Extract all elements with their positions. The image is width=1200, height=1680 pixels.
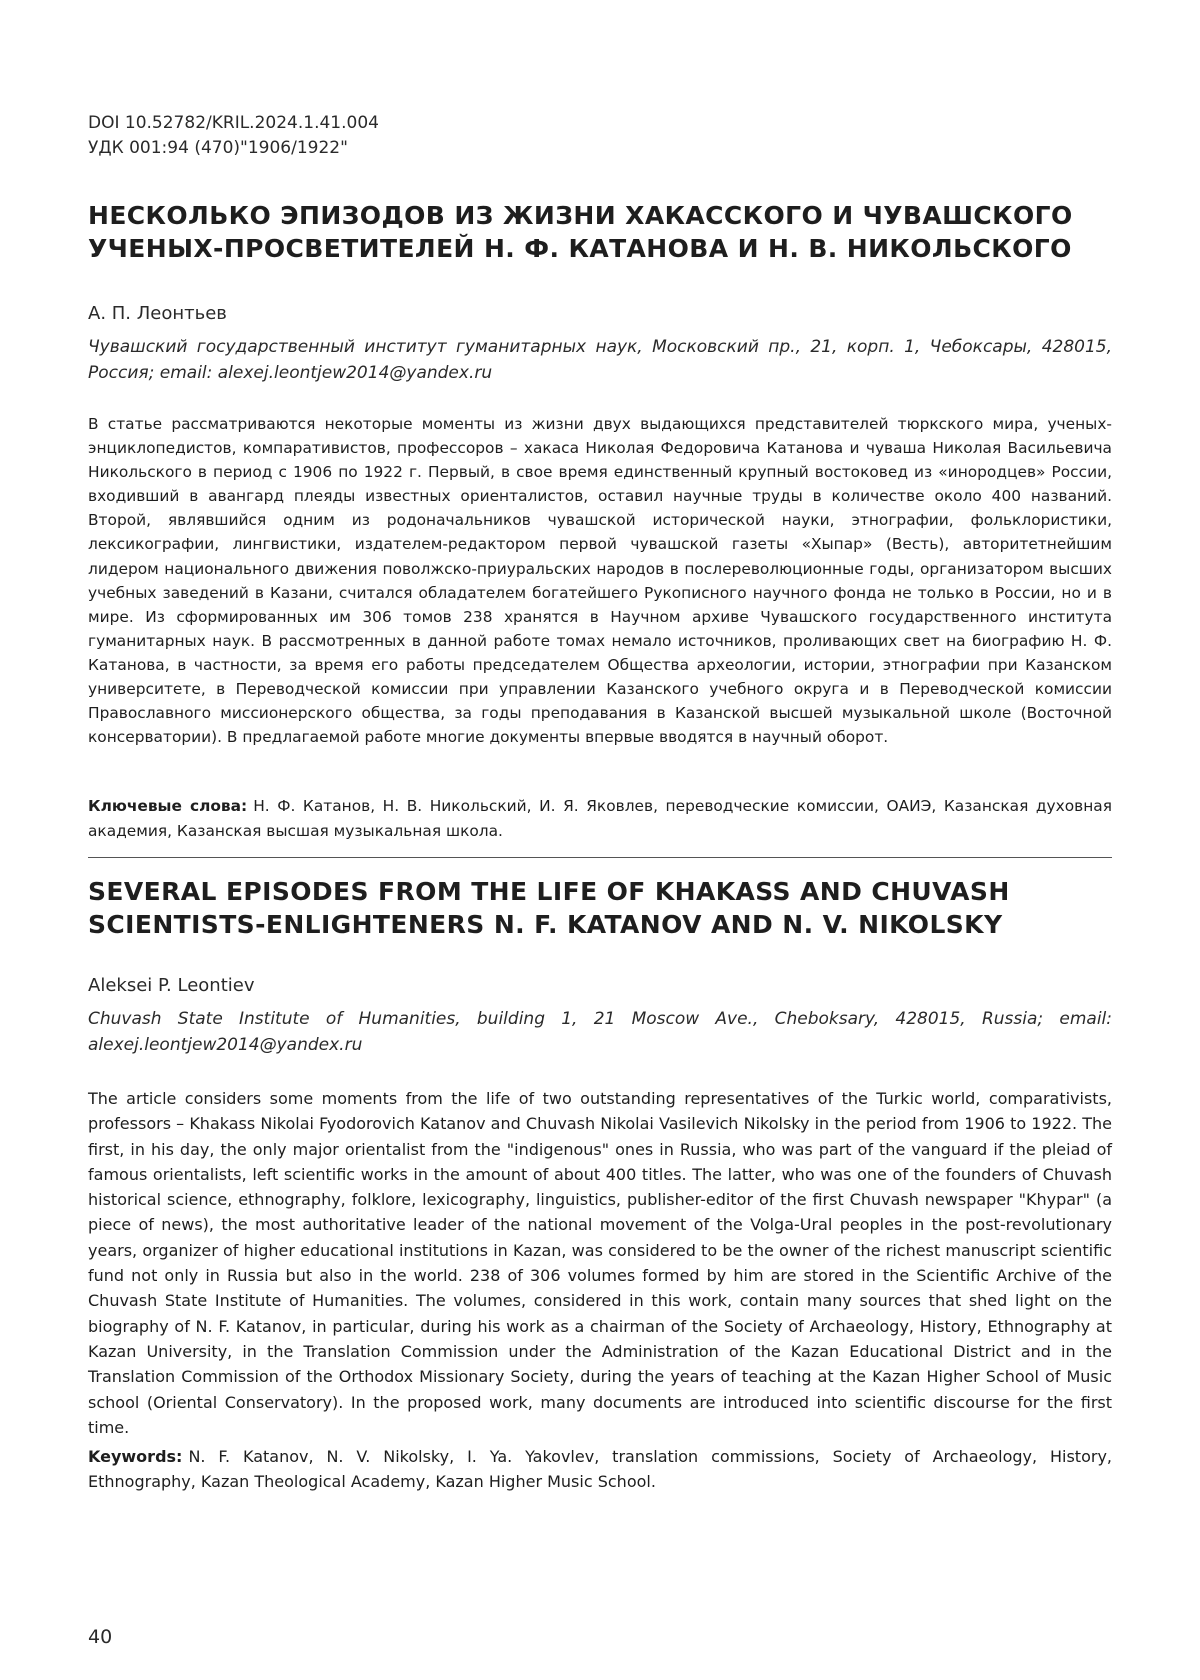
article-page [88,0,1112,1680]
udk-line: УДК 001:94 (470)"1906/1922" [88,138,348,158]
doi-line: DOI 10.52782/KRIL.2024.1.41.004 [88,113,379,133]
en-affiliation: Chuvash State Institute of Humanities, building 1, 21 Moscow Ave., Cheboksary, 428015, Russia; email: alexej.leontjew2014@yandex.ru [88,1009,1112,1055]
en-keywords-label: Keywords: [88,1447,183,1466]
ru-article-title [88,199,1112,265]
article-meta [88,111,379,161]
ru-affiliation: Чувашский государственный институт гуманитарных наук, Московский пр., 21, корп. 1, Чебоксары, 428015, Россия; email: alexej.leontjew2014@yandex.ru [88,337,1112,383]
en-abstract: The article considers some moments from the life of two outstanding representatives of the Turkic world, comparativists, professors – Khakass Nikolai Fyodorovich Katanov and Chuvash Nikolai Vasilevich Nikolsky in the period from 1906 to 1922. The first, in his day, the only major orientalist from the "indigenous" ones in Russia, who was part of the vanguard if the pleiad of famous orientalists, left scientific works in the amount of about 400 titles. The latter, who was one of the founders of Chuvash historical science, ethnography, folklore, lexicography, linguistics, publisher-editor of the first Chuvash newspaper "Khypar" (a piece of news), the most authoritative leader of the national movement of the Volga-Ural peoples in the post-revolutionary years, organizer of higher educational institutions in Kazan, was considered to be the owner of the richest manuscript scientific fund not only in Russia but also in the world. 238 of 306 volumes formed by him are stored in the Scientific Archive of the Chuvash State Institute of Humanities. The volumes, considered in this work, contain many sources that shed light on the biography of N. F. Katanov, in particular, during his work as a chairman of the Society of Archaeology, History, Ethnography at Kazan University, in the Translation Commission under the Administration of the Kazan Educational District and in the Translation Commission of the Orthodox Missionary Society, during the years of teaching at the Kazan Higher School of Music school (Oriental Conservatory). In the proposed work, many documents are introduced into scientific discourse for the first time. [88,1089,1112,1437]
section-divider [88,857,1112,858]
en-title-line-2: SCIENTISTS-ENLIGHTENERS N. F. KATANOV AND N. V. NIKOLSKY [88,910,1003,939]
en-keywords-text: N. F. Katanov, N. V. Nikolsky, I. Ya. Yakovlev, translation commissions, Society of Archaeology, History, Ethnography, Kazan Theological Academy, Kazan Higher Music School. [88,1447,1112,1491]
ru-title-line-1: НЕСКОЛЬКО ЭПИЗОДОВ ИЗ ЖИЗНИ ХАКАССКОГО И ЧУВАШСКОГО [88,201,1073,230]
ru-abstract: В статье рассматриваются некоторые моменты из жизни двух выдающихся представителей тюркского мира, ученых-энциклопедистов, компаративистов, профессоров – хакаса Николая Федоровича Катанова и чуваша Николая Васильевича Никольского в период с 1906 по 1922 г. Первый, в свое время единственный крупный востоковед из «инородцев» России, входивший в авангард плеяды известных ориенталистов, оставил научные труды в количестве около 400 названий. Второй, являвшийся одним из родоначальников чувашской исторической науки, этнографии, фольклористики, лексикографии, лингвистики, издателем-редактором первой чувашской газеты «Хыпар» (Весть), авторитетнейшим лидером национального движения поволжско-приуральских народов в послереволюционные годы, организатором высших учебных заведений в Казани, считался обладателем богатейшего Рукописного научного фонда не только в России, но и в мире. Из сформированных им 306 томов 238 хранятся в Научном архиве Чувашского государственного института гуманитарных наук. В рассмотренных в данной работе томах немало источников, проливающих свет на биографию Н. Ф. Катанова, в частности, за время его работы председателем Общества археологии, истории, этнографии при Казанском университете, в Переводческой комиссии при управлении Казанского учебного округа и в Переводческой комиссии Православного миссионерского общества, за годы преподавания в Казанской высшей музыкальной школе (Восточной консерватории). В предлагаемой работе многие документы впервые вводятся в научный оборот. [88,415,1112,747]
ru-author: А. П. Леонтьев [88,303,227,324]
page-number: 40 [88,1626,113,1648]
ru-title-line-2: УЧЕНЫХ-ПРОСВЕТИТЕЛЕЙ Н. Ф. КАТАНОВА И Н. В. НИКОЛЬСКОГО [88,234,1072,263]
ru-keywords [88,794,1112,844]
ru-keywords-text: Н. Ф. Катанов, Н. В. Никольский, И. Я. Яковлев, переводческие комиссии, ОАИЭ, Казанская духовная академия, Казанская высшая музыкальная школа. [88,797,1112,840]
en-title-line-1: SEVERAL EPISODES FROM THE LIFE OF KHAKASS AND CHUVASH [88,877,1010,906]
en-keywords [88,1444,1112,1494]
ru-keywords-label: Ключевые слова: [88,797,248,815]
en-author: Aleksei P. Leontiev [88,975,255,996]
en-article-title [88,875,1112,941]
